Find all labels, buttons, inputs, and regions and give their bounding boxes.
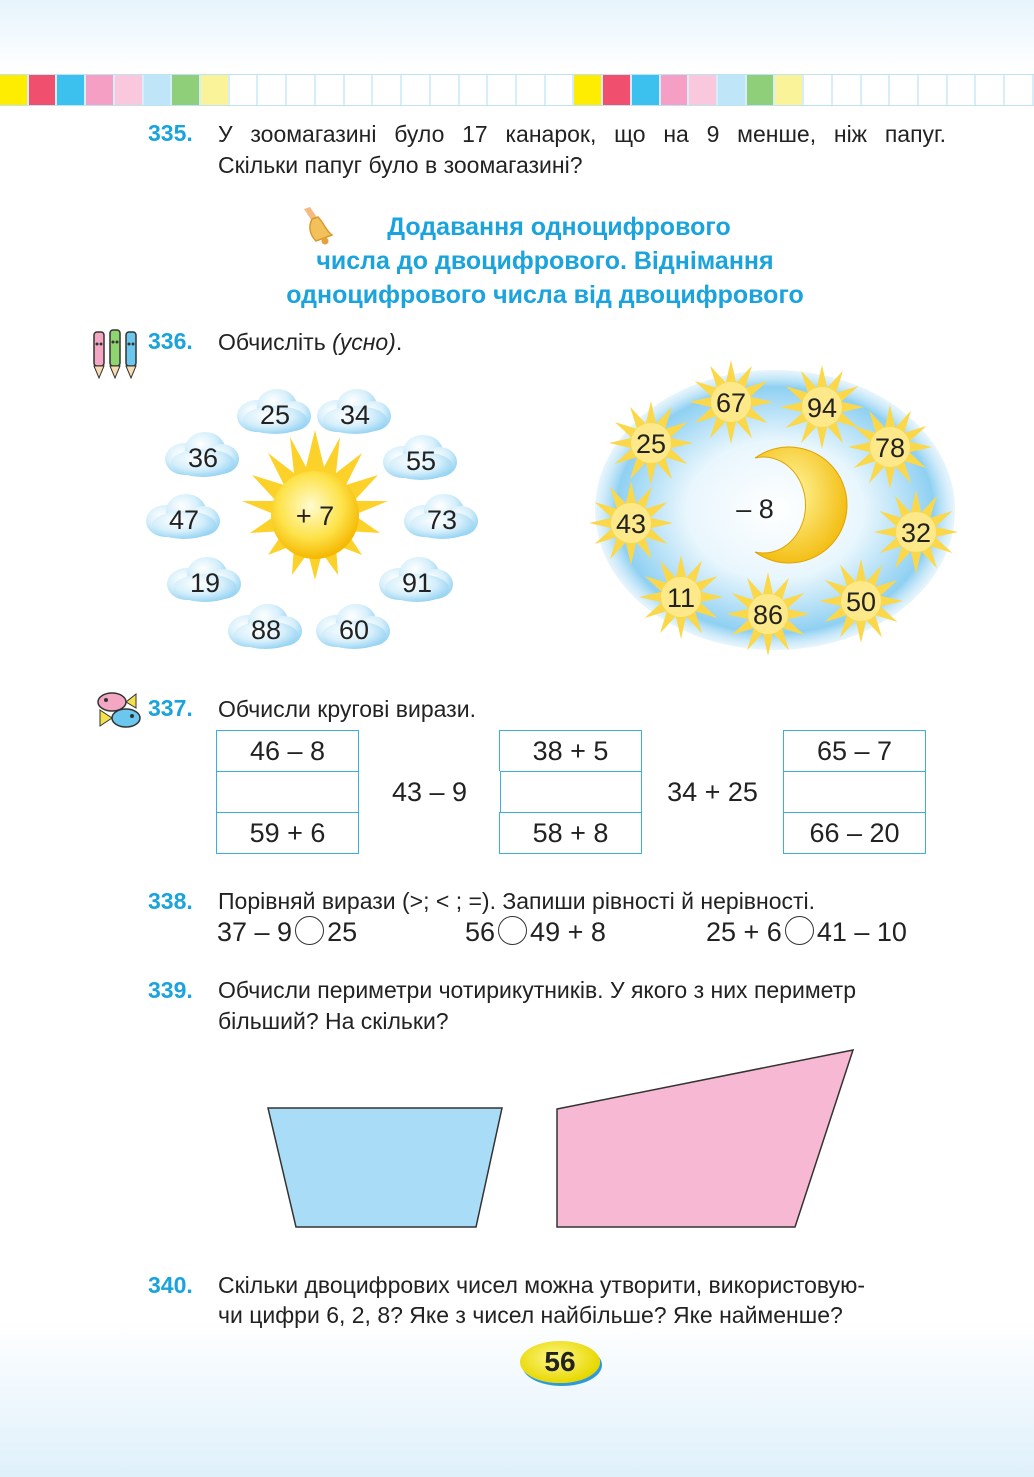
number-cloud xyxy=(167,557,241,602)
cloud-number: 47 xyxy=(168,505,200,535)
star-number: 25 xyxy=(635,429,667,459)
strip-segment xyxy=(201,75,230,105)
comparison-circle[interactable] xyxy=(295,916,324,945)
number-cloud xyxy=(146,494,220,539)
number-cloud xyxy=(316,604,390,649)
strip-segment xyxy=(316,75,345,105)
expr-cell: 58 + 8 xyxy=(499,812,642,854)
grid-middle-band xyxy=(216,771,926,813)
cloud-number: 60 xyxy=(338,615,370,645)
task-338-number: 338. xyxy=(148,888,193,914)
comparison-right: 49 + 8 xyxy=(530,917,606,947)
star-number: 43 xyxy=(615,509,647,539)
cloud-number: 34 xyxy=(339,400,371,430)
sun-clouds-diagram xyxy=(140,375,500,665)
number-cloud xyxy=(379,557,453,602)
moon-operation: – 8 xyxy=(736,494,774,524)
strip-segment xyxy=(517,75,546,105)
strip-segment xyxy=(144,75,173,105)
strip-segment xyxy=(718,75,747,105)
strip-segment xyxy=(373,75,402,105)
section-title-line1: Додавання одноцифрового xyxy=(387,213,731,241)
decorative-color-strip xyxy=(0,74,1034,106)
task-340-number: 340. xyxy=(148,1272,193,1298)
quadrilaterals-figure xyxy=(0,1040,1034,1240)
strip-segment xyxy=(948,75,977,105)
number-cloud xyxy=(404,494,478,539)
strip-segment xyxy=(775,75,804,105)
cloud-number: 25 xyxy=(259,400,291,430)
strip-segment xyxy=(632,75,661,105)
strip-segment xyxy=(661,75,690,105)
task-339-number: 339. xyxy=(148,977,193,1003)
task-335-number: 335. xyxy=(148,120,193,146)
number-cloud xyxy=(383,435,457,480)
strip-segment xyxy=(603,75,632,105)
task-335-line1: У зоомагазині було 17 канарок, що на 9 менше, ніж папуг. xyxy=(218,121,946,147)
number-cloud xyxy=(237,389,311,434)
comparison-circle[interactable] xyxy=(785,916,814,945)
number-cloud xyxy=(165,432,239,477)
number-cloud xyxy=(317,389,391,434)
strip-segment xyxy=(115,75,144,105)
cloud-number: 88 xyxy=(250,615,282,645)
task-337-text: Обчисли кругові вирази. xyxy=(218,696,476,722)
task-336-note: (усно) xyxy=(332,329,396,355)
star-number: 32 xyxy=(900,518,932,548)
cloud-number: 55 xyxy=(405,446,437,476)
cloud-number: 91 xyxy=(401,568,433,598)
strip-segment xyxy=(431,75,460,105)
task-335-line2: Скільки папуг було в зоомагазині? xyxy=(218,152,583,178)
task-336-period: . xyxy=(395,329,403,355)
strip-segment xyxy=(833,75,862,105)
star-number: 78 xyxy=(874,433,906,463)
expr-cell: 43 – 9 xyxy=(358,771,501,813)
task-339-line1: Обчисли периметри чотирикутників. У якого з них периметр xyxy=(218,977,857,1003)
cloud-number: 36 xyxy=(187,443,219,473)
comparison-right: 41 – 10 xyxy=(816,917,907,947)
comparison-1 xyxy=(217,916,357,948)
task-338-text: Порівняй вирази (>; < ; =). Запиши рівності й нерівності. xyxy=(218,888,816,914)
strip-segment xyxy=(172,75,201,105)
sun-operation: + 7 xyxy=(295,501,335,531)
comparison-circle[interactable] xyxy=(498,916,527,945)
strip-segment xyxy=(230,75,259,105)
strip-segment xyxy=(287,75,316,105)
moon-stars-diagram xyxy=(585,355,965,665)
strip-segment xyxy=(890,75,919,105)
comparison-3 xyxy=(706,916,907,948)
task-339-line2: більший? На скільки? xyxy=(218,1008,449,1034)
strip-segment xyxy=(29,75,58,105)
strip-segment xyxy=(747,75,776,105)
star-number: 86 xyxy=(752,600,784,630)
cloud-number: 73 xyxy=(426,505,458,535)
strip-segment xyxy=(574,75,603,105)
comparison-right: 25 xyxy=(327,917,358,947)
strip-segment xyxy=(488,75,517,105)
expr-cell: 65 – 7 xyxy=(783,730,926,772)
task-336-text xyxy=(218,327,402,358)
strip-segment xyxy=(345,75,374,105)
strip-segment xyxy=(1005,75,1034,105)
strip-segment xyxy=(258,75,287,105)
expr-cell: 66 – 20 xyxy=(783,812,926,854)
strip-segment xyxy=(862,75,891,105)
star-number: 50 xyxy=(845,587,877,617)
strip-segment xyxy=(804,75,833,105)
fish-icon xyxy=(92,686,148,739)
task-336-number: 336. xyxy=(148,328,193,354)
task-337-number: 337. xyxy=(148,695,193,721)
section-title-line2: числа до двоцифрового. Віднімання xyxy=(316,247,774,275)
strip-segment xyxy=(546,75,575,105)
circular-expressions-grid xyxy=(216,730,926,854)
strip-segment xyxy=(919,75,948,105)
cloud-number: 19 xyxy=(189,568,221,598)
strip-segment xyxy=(57,75,86,105)
strip-segment xyxy=(86,75,115,105)
star-number: 11 xyxy=(666,583,696,613)
star-number: 67 xyxy=(715,388,747,418)
task-340-line1: Скільки двоцифрових чисел можна утворити, використовую- xyxy=(218,1272,866,1298)
comparison-2 xyxy=(465,916,606,948)
strip-segment xyxy=(402,75,431,105)
section-title xyxy=(180,210,910,312)
number-cloud xyxy=(228,604,302,649)
strip-segment xyxy=(460,75,489,105)
comparison-left: 56 xyxy=(465,917,496,947)
task-336-instruction: Обчисліть xyxy=(218,329,326,355)
expr-cell: 46 – 8 xyxy=(216,730,359,772)
page-number: 56 xyxy=(520,1341,600,1383)
trapezoid-shape xyxy=(268,1108,502,1227)
task-340-line2: чи цифри 6, 2, 8? Яке з чисел найбільше? Яке найменше? xyxy=(218,1302,843,1328)
quadrilateral-shape xyxy=(557,1050,853,1227)
strip-segment xyxy=(689,75,718,105)
pencils-icon xyxy=(88,326,146,385)
comparison-left: 25 + 6 xyxy=(706,917,782,947)
strip-segment xyxy=(976,75,1005,105)
star-number: 94 xyxy=(806,393,838,423)
expr-cell: 59 + 6 xyxy=(216,812,359,854)
comparison-left: 37 – 9 xyxy=(217,917,293,947)
strip-segment xyxy=(0,75,29,105)
expr-cell: 34 + 25 xyxy=(641,771,784,813)
section-title-line3: одноцифрового числа від двоцифрового xyxy=(286,281,804,309)
expr-cell: 38 + 5 xyxy=(499,730,642,772)
